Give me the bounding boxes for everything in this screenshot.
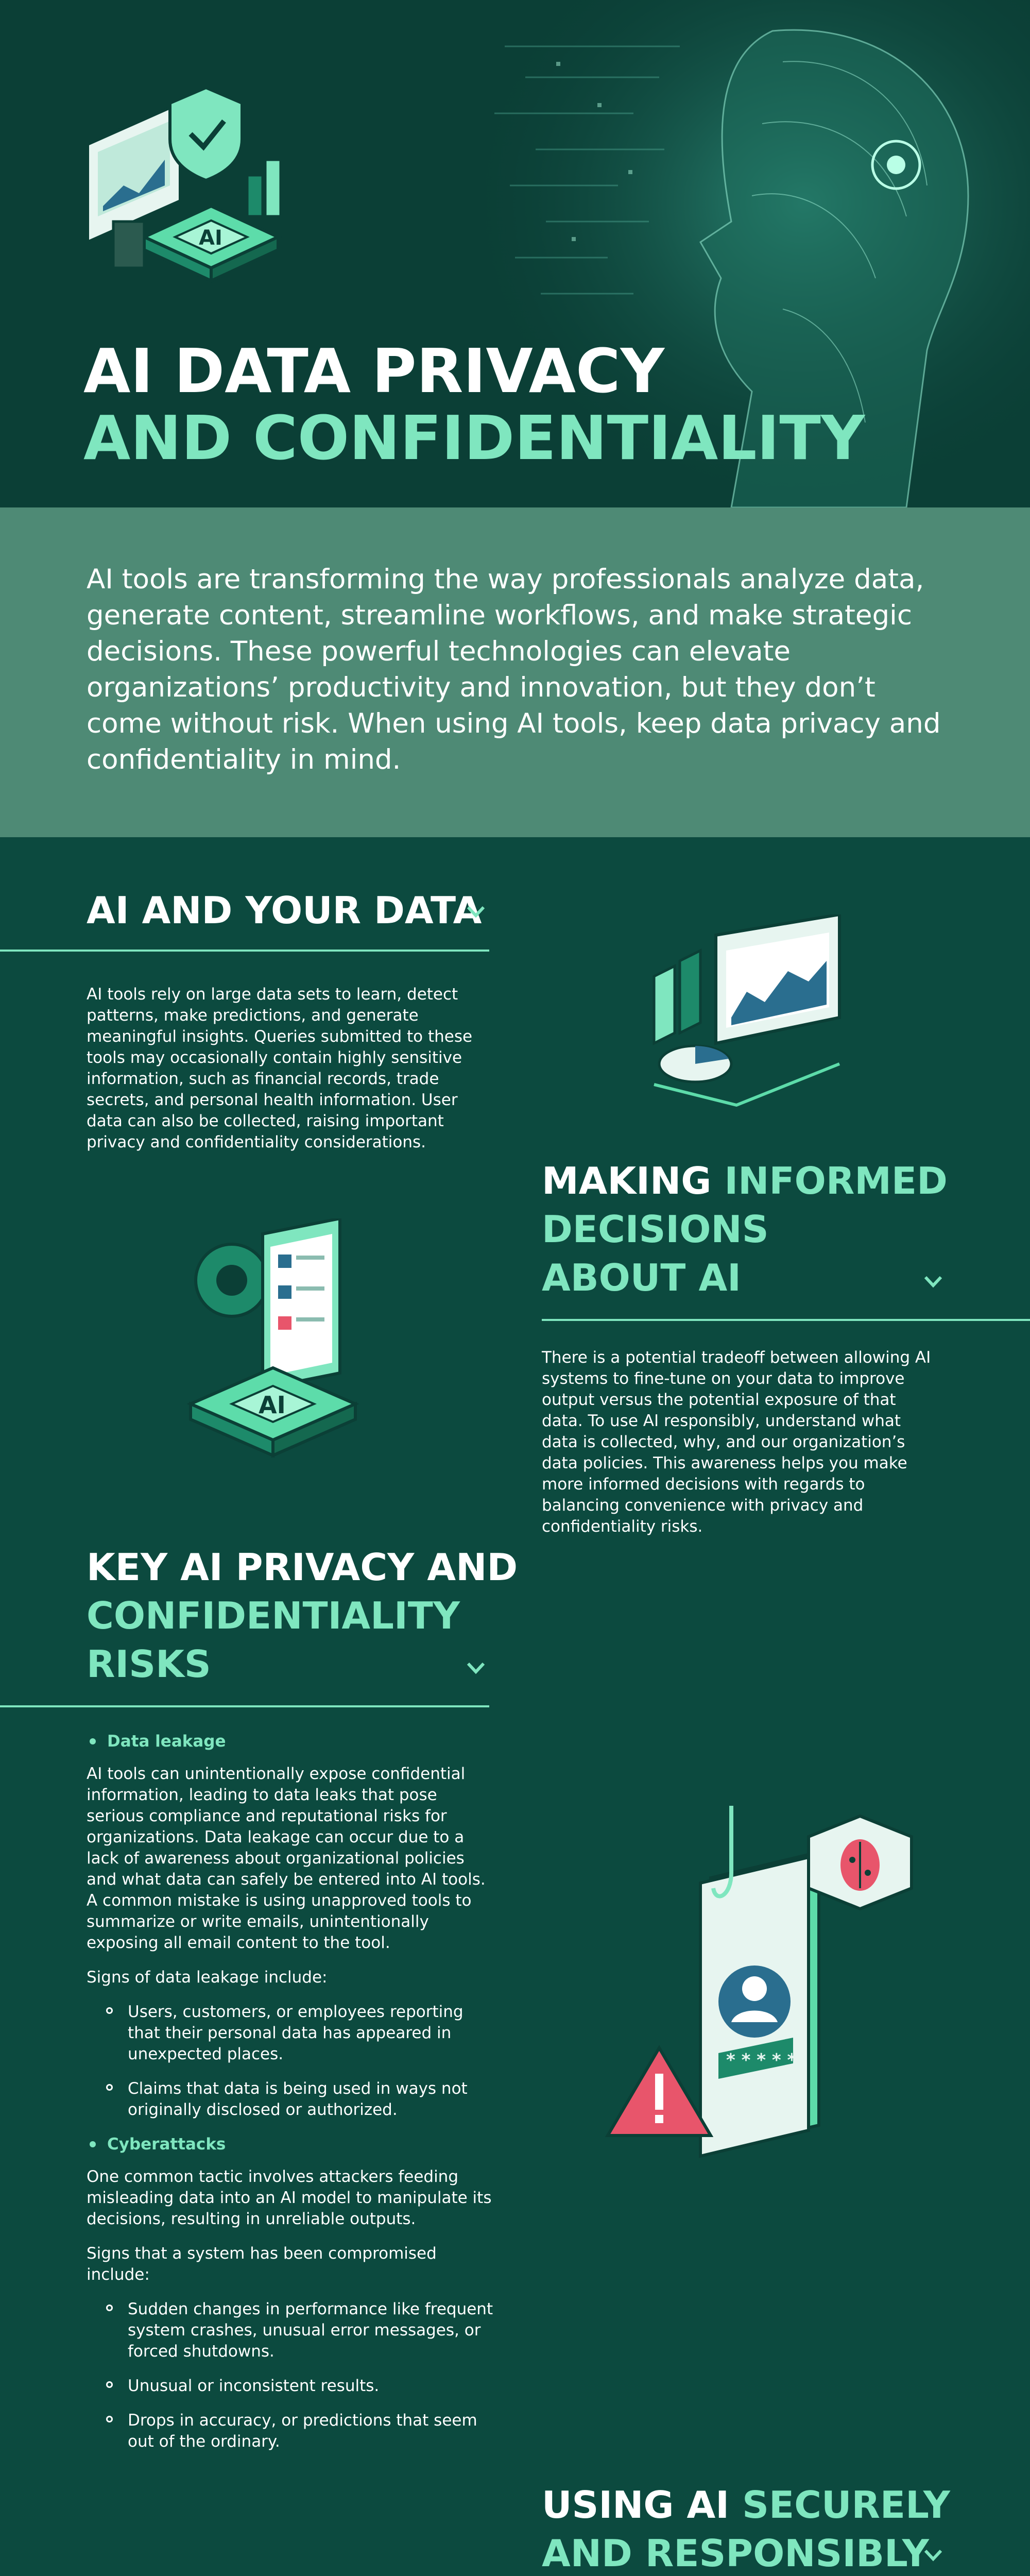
svg-text:* * * * *: * * * * * <box>726 2050 797 2071</box>
heading-part: USING AI <box>542 2483 743 2527</box>
heading-line-2: CONFIDENTIALITY <box>87 1594 460 1637</box>
heading-line-2: DECISIONS <box>542 1208 769 1251</box>
data-leakage-paragraph: AI tools can unintentionally expose confidential information, leading to data leaks that pose serious compliance and reputational risks for organizations. Data leakage can occur due to a lack of awareness about organizational policies and what data can safely be entered into AI tools. A common mistake is using unapproved tools to summarize or write emails, unintentionally exposing all email content to the tool. <box>87 1765 486 1952</box>
section-divider <box>0 950 489 952</box>
heading-line-3: RISKS <box>87 1642 211 1686</box>
secure-ai-chip-icon <box>77 82 294 289</box>
section-divider <box>542 1319 1030 1321</box>
hero-banner <box>0 0 1030 507</box>
title-line-1: AI DATA PRIVACY <box>83 335 665 406</box>
attacks-signs-intro: Signs that a system has been compromised include: <box>87 2244 437 2284</box>
risk-title-cyberattacks: Cyberattacks <box>87 2134 493 2155</box>
leakage-signs-list <box>87 2002 493 2121</box>
leakage-signs-intro: Signs of data leakage include: <box>87 1968 328 1987</box>
attacks-signs-list <box>87 2299 493 2452</box>
section-body-key-risks <box>87 1731 493 2466</box>
heading-part: MAKING <box>542 1159 725 1202</box>
intro-band <box>0 507 1030 837</box>
section-body-ai-and-your-data <box>87 984 483 1166</box>
heading-line-1: KEY AI PRIVACY AND <box>87 1546 518 1589</box>
svg-text:AI: AI <box>199 226 222 250</box>
section-heading-informed-decisions <box>542 1157 948 1302</box>
phishing-phone-illustration <box>592 1806 953 2177</box>
chevron-down-icon <box>923 2549 943 2562</box>
checklist-chip-illustration <box>170 1218 397 1466</box>
decisions-paragraph: There is a potential tradeoff between allowing AI systems to fine-tune on your data to improve output versus the potential exposure of that data. To use AI responsibly, understand what data is collected, why, and our organization’s data policies. This awareness helps you make more informed decisions with regards to balancing convenience with privacy and confidentiality risks. <box>542 1348 931 1536</box>
heading-line-3: ABOUT AI <box>542 1256 741 1299</box>
list-item: Unusual or inconsistent results. <box>87 2376 493 2397</box>
chevron-down-icon <box>466 905 486 919</box>
chevron-down-icon <box>923 1275 943 1289</box>
page-title <box>83 337 865 471</box>
list-item: Sudden changes in performance like frequent system crashes, unusual error messages, or forced shutdowns. <box>87 2299 493 2362</box>
section-body-informed-decisions <box>542 1347 933 1551</box>
heading-highlight: SECURELY <box>742 2483 950 2527</box>
section-divider <box>0 1705 489 1707</box>
title-line-2: AND CONFIDENTIALITY <box>83 402 865 473</box>
section-heading-key-risks <box>87 1543 518 1688</box>
intro-text: AI tools are transforming the way professionals analyze data, generate content, streamline workflows, and make strategic decisions. These powerful technologies can elevate organizations’ productivity and innovation, but they don’t come without risk. When using AI tools, keep data privacy and confidentiality in mind. <box>87 564 941 775</box>
list-item: Drops in accuracy, or predictions that seem out of the ordinary. <box>87 2410 493 2452</box>
section-heading-using-ai-securely <box>542 2481 950 2576</box>
list-item: Claims that data is being used in ways not originally disclosed or authorized. <box>87 2078 493 2121</box>
chevron-down-icon <box>466 1662 486 1675</box>
heading-highlight: INFORMED <box>724 1159 948 1202</box>
cyberattacks-paragraph: One common tactic involves attackers feeding misleading data into an AI model to manipulate its decisions, resulting in unreliable outputs. <box>87 2167 492 2228</box>
ai-data-paragraph: AI tools rely on large data sets to learn, detect patterns, make predictions, and generate meaningful insights. Queries submitted to these tools may occasionally contain highly sensitive information, such as financial records, trade secrets, and personal health information. User data can also be collected, raising important privacy and confidentiality considerations. <box>87 985 473 1151</box>
risk-title-data-leakage: Data leakage <box>87 1731 493 1752</box>
list-item: Users, customers, or employees reporting that their personal data has appeared in unexpected places. <box>87 2002 493 2065</box>
data-dashboard-illustration <box>633 914 850 1110</box>
svg-text:AI: AI <box>259 1391 286 1419</box>
section-heading-ai-and-your-data: AI AND YOUR DATA <box>87 889 482 932</box>
heading-line-2: AND RESPONSIBLY <box>542 2532 929 2575</box>
main-content <box>0 837 1030 2576</box>
